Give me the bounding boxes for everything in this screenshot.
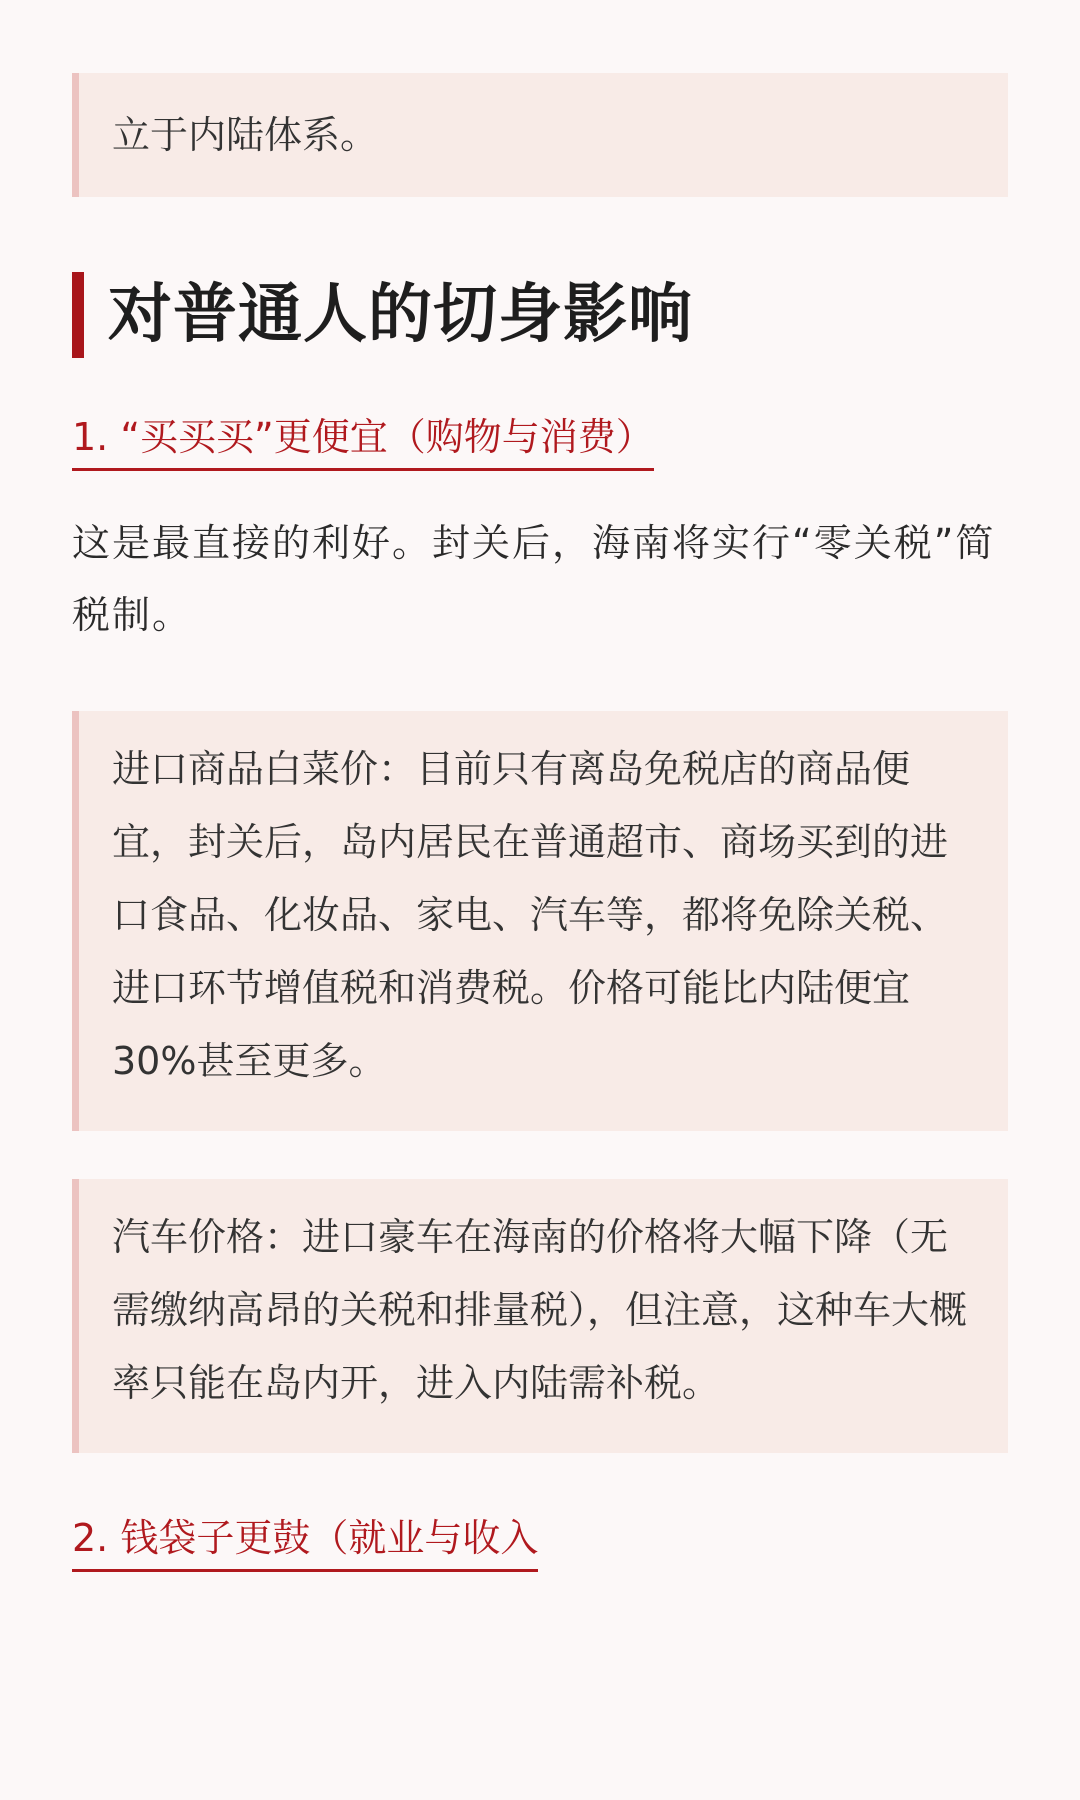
- section-accent-bar: [72, 272, 84, 358]
- subsection-1-heading: 1. “买买买”更便宜（购物与消费）: [72, 410, 654, 471]
- intro-quote-block: [72, 73, 1008, 197]
- subsection-1-paragraph: 这是最直接的利好。封关后，海南将实行“零关税”简税制。: [72, 521, 996, 637]
- subsection-2-heading: 2. 钱袋子更鼓（就业与收入: [72, 1511, 538, 1572]
- quote-text-imported-goods: 进口商品白菜价：目前只有离岛免税店的商品便宜，封关后，岛内居民在普通超市、商场买到的进口食品、化妆品、家电、汽车等，都将免除关税、进口环节增值税和消费税。价格可能比内陆便宜30%甚至更多。: [112, 747, 949, 1083]
- intro-quote-text: 立于内陆体系。: [112, 113, 379, 157]
- section-heading: [72, 272, 1008, 358]
- quote-block-car-prices: [72, 1179, 1008, 1453]
- section-title: 对普通人的切身影响: [108, 278, 693, 352]
- article-page: [72, 0, 1008, 1572]
- quote-block-imported-goods: [72, 711, 1008, 1131]
- quote-text-car-prices: 汽车价格：进口豪车在海南的价格将大幅下降（无需缴纳高昂的关税和排量税），但注意，这种车大概率只能在岛内开，进入内陆需补税。: [112, 1215, 968, 1405]
